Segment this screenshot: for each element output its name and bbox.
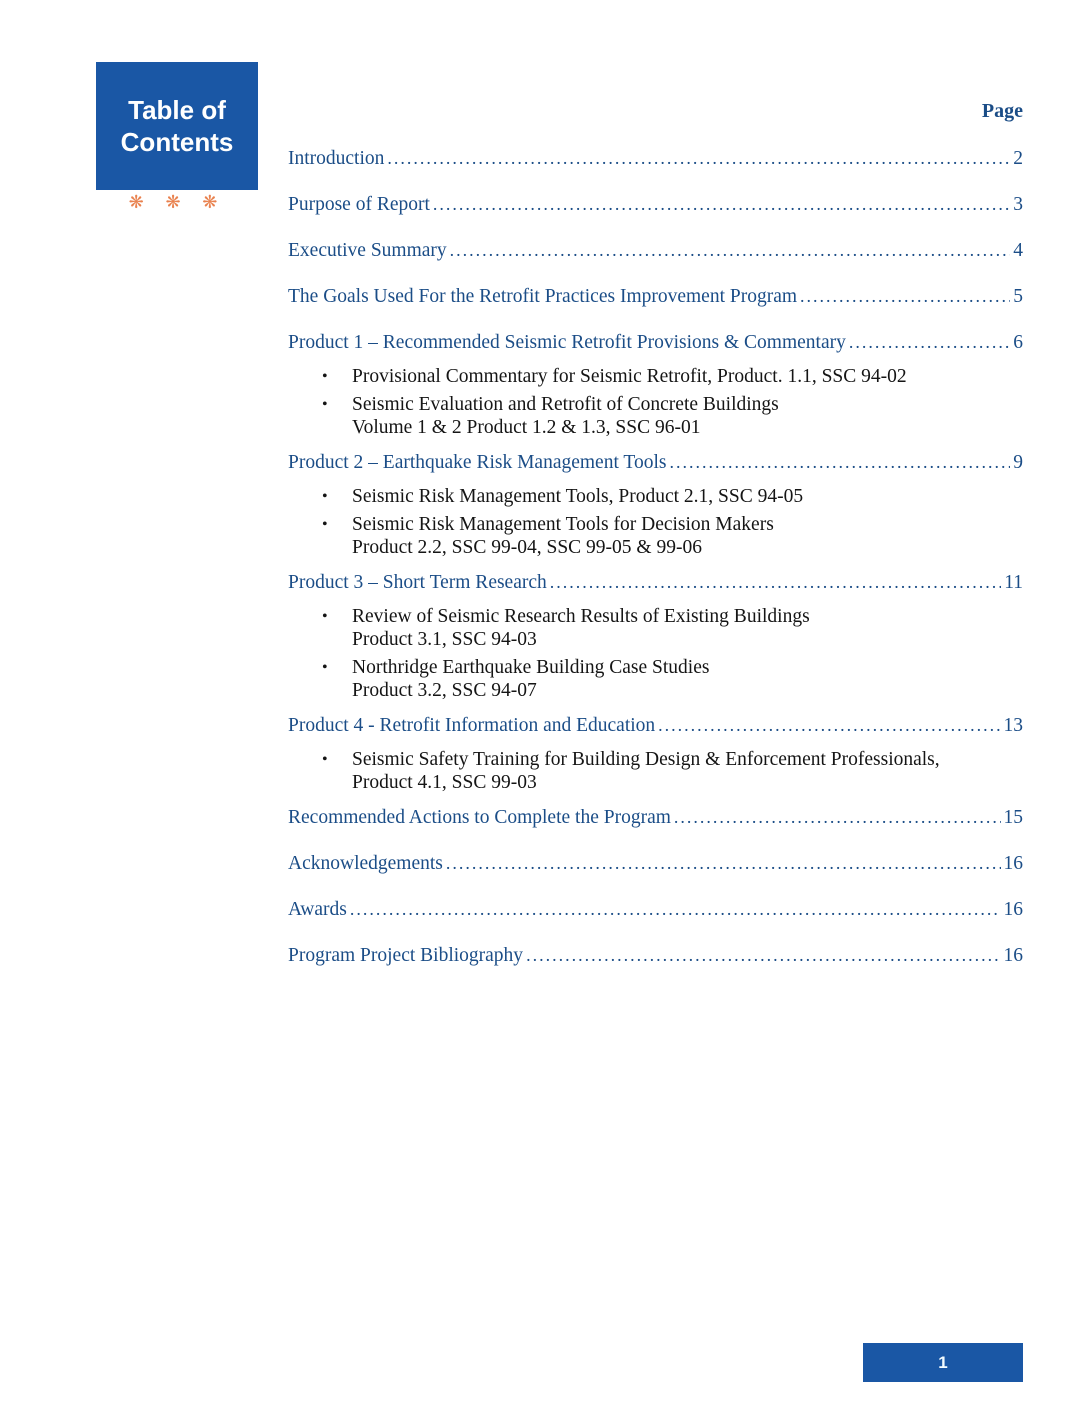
toc-entry-title: Product 4 - Retrofit Information and Education bbox=[288, 715, 656, 736]
toc-entry-page-number: 13 bbox=[1003, 715, 1023, 736]
toc-entry-page-number: 16 bbox=[1003, 899, 1023, 920]
bullet-text-line: Review of Seismic Research Results of Existing Buildings bbox=[352, 606, 810, 627]
toc-sub-bullets bbox=[288, 605, 1023, 702]
dot-leader bbox=[526, 942, 1000, 969]
toc-entry-row bbox=[288, 145, 1023, 172]
toc-entry-page-number: 16 bbox=[1003, 853, 1023, 874]
toc-entry-title: Product 3 – Short Term Research bbox=[288, 572, 547, 593]
toc-content-column bbox=[288, 98, 1023, 988]
bullet-icon: • bbox=[322, 368, 328, 385]
toc-entry-title: The Goals Used For the Retrofit Practices Improvement Program bbox=[288, 286, 798, 307]
toc-sub-bullets bbox=[288, 748, 1023, 794]
toc-bullet-item bbox=[288, 656, 1023, 702]
bullet-text-line: Seismic Evaluation and Retrofit of Concrete Buildings bbox=[352, 394, 779, 415]
footer-page-bar bbox=[863, 1343, 1023, 1382]
toc-entry-page-number: 15 bbox=[1003, 807, 1023, 828]
toc-bullet-item bbox=[288, 365, 1023, 388]
bullet-text-line: Product 3.1, SSC 94-03 bbox=[352, 629, 537, 650]
toc-list bbox=[288, 145, 1023, 969]
toc-entry-row bbox=[288, 283, 1023, 310]
bullet-text bbox=[352, 513, 774, 559]
bullet-icon: • bbox=[322, 608, 328, 625]
toc-sub-bullets bbox=[288, 365, 1023, 439]
toc-entry-title: Recommended Actions to Complete the Program bbox=[288, 807, 671, 828]
footer-page-number: 1 bbox=[938, 1352, 948, 1372]
bullet-text-line: Northridge Earthquake Building Case Studies bbox=[352, 657, 710, 678]
toc-entry-page-number: 9 bbox=[1013, 452, 1023, 473]
dot-leader bbox=[800, 283, 1010, 310]
bullet-text bbox=[352, 748, 940, 794]
dot-leader bbox=[669, 449, 1010, 476]
bullet-icon: • bbox=[322, 396, 328, 413]
dot-leader bbox=[350, 896, 1001, 923]
toc-entry-title: Executive Summary bbox=[288, 240, 447, 261]
toc-bullet-item bbox=[288, 485, 1023, 508]
bullet-text bbox=[352, 485, 803, 508]
toc-entry-row bbox=[288, 896, 1023, 923]
toc-bullet-item bbox=[288, 748, 1023, 794]
toc-entry-page-number: 6 bbox=[1013, 332, 1023, 353]
asterisk-ornament-icon: ❋ ❋ ❋ bbox=[128, 192, 226, 213]
toc-entry-title: Purpose of Report bbox=[288, 194, 430, 215]
dot-leader bbox=[674, 804, 1001, 831]
dot-leader bbox=[658, 712, 1000, 739]
bullet-icon: • bbox=[322, 516, 328, 533]
bullet-text bbox=[352, 393, 779, 439]
toc-entry-page-number: 3 bbox=[1013, 194, 1023, 215]
toc-entry-row bbox=[288, 237, 1023, 264]
bullet-icon: • bbox=[322, 488, 328, 505]
bullet-icon: • bbox=[322, 659, 328, 676]
toc-entry-row bbox=[288, 191, 1023, 218]
dot-leader bbox=[450, 237, 1011, 264]
toc-entry-row bbox=[288, 329, 1023, 356]
toc-entry-title: Program Project Bibliography bbox=[288, 945, 524, 966]
dot-leader bbox=[433, 191, 1010, 218]
toc-entry-title: Product 2 – Earthquake Risk Management Tools bbox=[288, 452, 667, 473]
toc-entry-title: Product 1 – Recommended Seismic Retrofit Provisions & Commentary bbox=[288, 332, 846, 353]
bullet-icon: • bbox=[322, 751, 328, 768]
bullet-text-line: Product 3.2, SSC 94-07 bbox=[352, 680, 537, 701]
toc-entry-title: Awards bbox=[288, 899, 347, 920]
bullet-text-line: Provisional Commentary for Seismic Retrofit, Product. 1.1, SSC 94-02 bbox=[352, 366, 907, 387]
toc-entry-page-number: 2 bbox=[1013, 148, 1023, 169]
toc-entry-row bbox=[288, 804, 1023, 831]
toc-bullet-item bbox=[288, 393, 1023, 439]
toc-title-line2: Contents bbox=[120, 127, 234, 157]
toc-bullet-item bbox=[288, 513, 1023, 559]
bullet-text-line: Product 2.2, SSC 99-04, SSC 99-05 & 99-06 bbox=[352, 537, 702, 558]
toc-entry-row bbox=[288, 712, 1023, 739]
toc-entry-page-number: 5 bbox=[1013, 286, 1023, 307]
bullet-text bbox=[352, 605, 810, 651]
toc-entry-page-number: 4 bbox=[1013, 240, 1023, 261]
dot-leader bbox=[446, 850, 1001, 877]
dot-leader bbox=[550, 569, 1001, 596]
bullet-text bbox=[352, 656, 709, 702]
toc-bullet-item bbox=[288, 605, 1023, 651]
toc-entry-title: Acknowledgements bbox=[288, 853, 443, 874]
toc-entry-page-number: 16 bbox=[1003, 945, 1023, 966]
bullet-text-line: Seismic Safety Training for Building Design & Enforcement Professionals, bbox=[352, 749, 940, 770]
bullet-text-line: Seismic Risk Management Tools for Decision Makers bbox=[352, 514, 774, 535]
page-column-header: Page bbox=[981, 100, 1023, 122]
toc-entry-row bbox=[288, 449, 1023, 476]
toc-entry-title: Introduction bbox=[288, 148, 385, 169]
toc-sub-bullets bbox=[288, 485, 1023, 559]
toc-entry-page-number: 11 bbox=[1004, 572, 1023, 593]
bullet-text-line: Volume 1 & 2 Product 1.2 & 1.3, SSC 96-01 bbox=[352, 417, 701, 438]
toc-entry-row bbox=[288, 942, 1023, 969]
dot-leader bbox=[387, 145, 1010, 172]
toc-title-line1: Table of bbox=[128, 95, 226, 125]
bullet-text-line: Seismic Risk Management Tools, Product 2.1, SSC 94-05 bbox=[352, 486, 804, 507]
toc-title-box bbox=[96, 62, 258, 190]
bullet-text bbox=[352, 365, 907, 388]
toc-entry-row bbox=[288, 850, 1023, 877]
toc-entry-row bbox=[288, 569, 1023, 596]
dot-leader bbox=[849, 329, 1010, 356]
bullet-text-line: Product 4.1, SSC 99-03 bbox=[352, 772, 537, 793]
